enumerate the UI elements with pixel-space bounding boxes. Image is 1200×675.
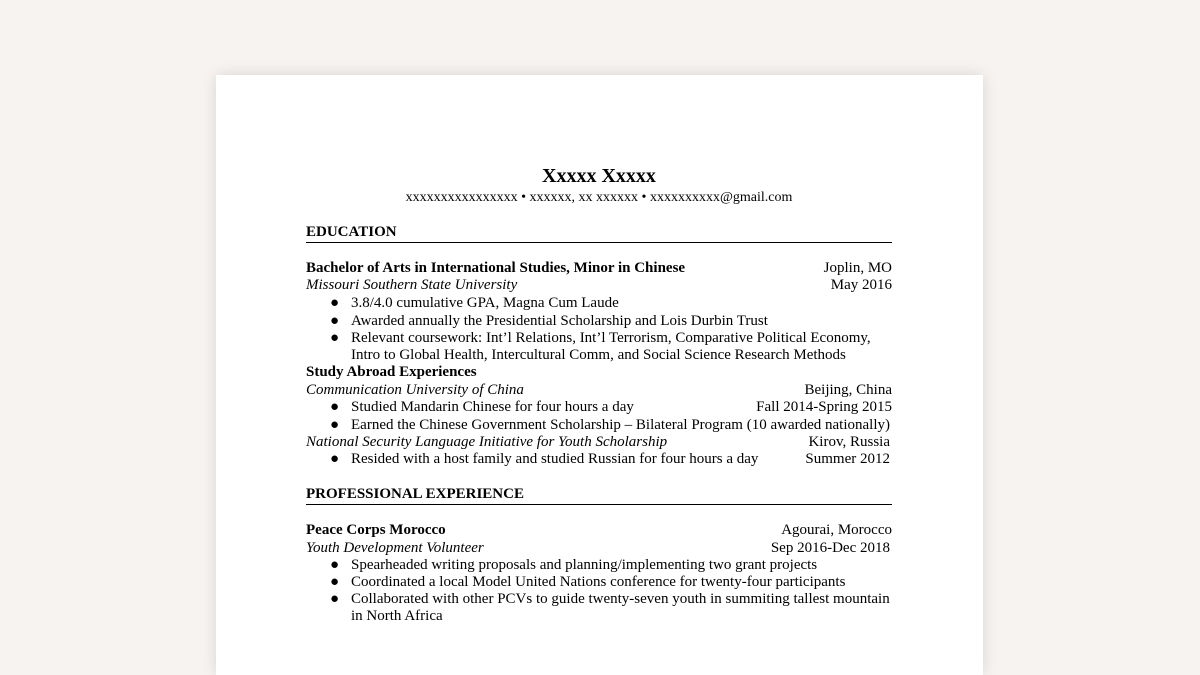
abroad2-location: Kirov, Russia: [808, 434, 890, 450]
abroad1-school: Communication University of China: [306, 382, 524, 398]
degree-title: Bachelor of Arts in International Studies, Minor in Chinese: [306, 260, 686, 276]
abroad1-bullet1-date: Fall 2014-Spring 2015: [756, 399, 892, 415]
bullet-text: Intro to Global Health, Intercultural Comm, and Social Science Research Methods: [351, 347, 846, 363]
role-title: Youth Development Volunteer: [306, 540, 484, 556]
bullet-text: Relevant coursework: Int’l Relations, Int’l Terrorism, Comparative Political Economy,: [351, 330, 871, 346]
org-row: [306, 522, 892, 539]
abroad2-bullet1-date: Summer 2012: [805, 451, 890, 467]
org-name: Peace Corps Morocco: [306, 522, 446, 538]
role-date: Sep 2016-Dec 2018: [770, 540, 890, 556]
abroad2-bullet1: Resided with a host family and studied Russian for four hours a day: [351, 451, 759, 467]
bullet-icon: ●: [330, 417, 340, 433]
section-experience-heading: PROFESSIONAL EXPERIENCE: [306, 485, 892, 505]
bullet-text: [351, 399, 892, 416]
bullet-text: 3.8/4.0 cumulative GPA, Magna Cum Laude: [351, 295, 619, 311]
bullet-icon: ●: [330, 313, 340, 329]
bullet-text: Spearheaded writing proposals and planning/implementing two grant projects: [351, 557, 818, 573]
bullet-icon: ●: [330, 399, 340, 415]
resume-contact: xxxxxxxxxxxxxxxx • xxxxxx, xx xxxxxx • xxxxxxxxxx@gmail.com: [405, 190, 793, 205]
bullet-text: [351, 451, 892, 468]
section-education-heading: EDUCATION: [306, 223, 892, 243]
bullet-text: in North Africa: [351, 608, 443, 624]
school-date: May 2016: [830, 277, 892, 293]
bullet-icon: ●: [330, 591, 340, 607]
abroad1-bullet1: Studied Mandarin Chinese for four hours a day: [351, 399, 634, 415]
bullet-text: Collaborated with other PCVs to guide twenty-seven youth in summiting tallest mountain: [351, 591, 890, 607]
abroad1-row: [306, 382, 892, 399]
bullet-text: Coordinated a local Model United Nations conference for twenty-four participants: [351, 574, 846, 590]
resume-name: Xxxxx Xxxxx: [542, 165, 656, 187]
study-abroad-row: [306, 364, 892, 381]
abroad2-school: National Security Language Initiative for Youth Scholarship: [306, 434, 668, 450]
resume-page: [216, 75, 983, 675]
abroad2-row: [306, 434, 892, 451]
degree-location: Joplin, MO: [823, 260, 892, 276]
degree-row: [306, 260, 892, 277]
school-row: [306, 277, 892, 294]
bullet-icon: ●: [330, 574, 340, 590]
bullet-icon: ●: [330, 451, 340, 467]
bullet-icon: ●: [330, 330, 340, 346]
bullet-icon: ●: [330, 557, 340, 573]
school-name: Missouri Southern State University: [306, 277, 518, 293]
abroad1-location: Beijing, China: [804, 382, 892, 398]
abroad1-bullet2: Earned the Chinese Government Scholarship – Bilateral Program (10 awarded nationally): [351, 417, 891, 433]
bullet-text: Awarded annually the Presidential Scholarship and Lois Durbin Trust: [351, 313, 768, 329]
role-row: [306, 540, 892, 557]
org-location: Agourai, Morocco: [781, 522, 892, 538]
bullet-icon: ●: [330, 295, 340, 311]
study-abroad-heading: Study Abroad Experiences: [306, 364, 477, 380]
